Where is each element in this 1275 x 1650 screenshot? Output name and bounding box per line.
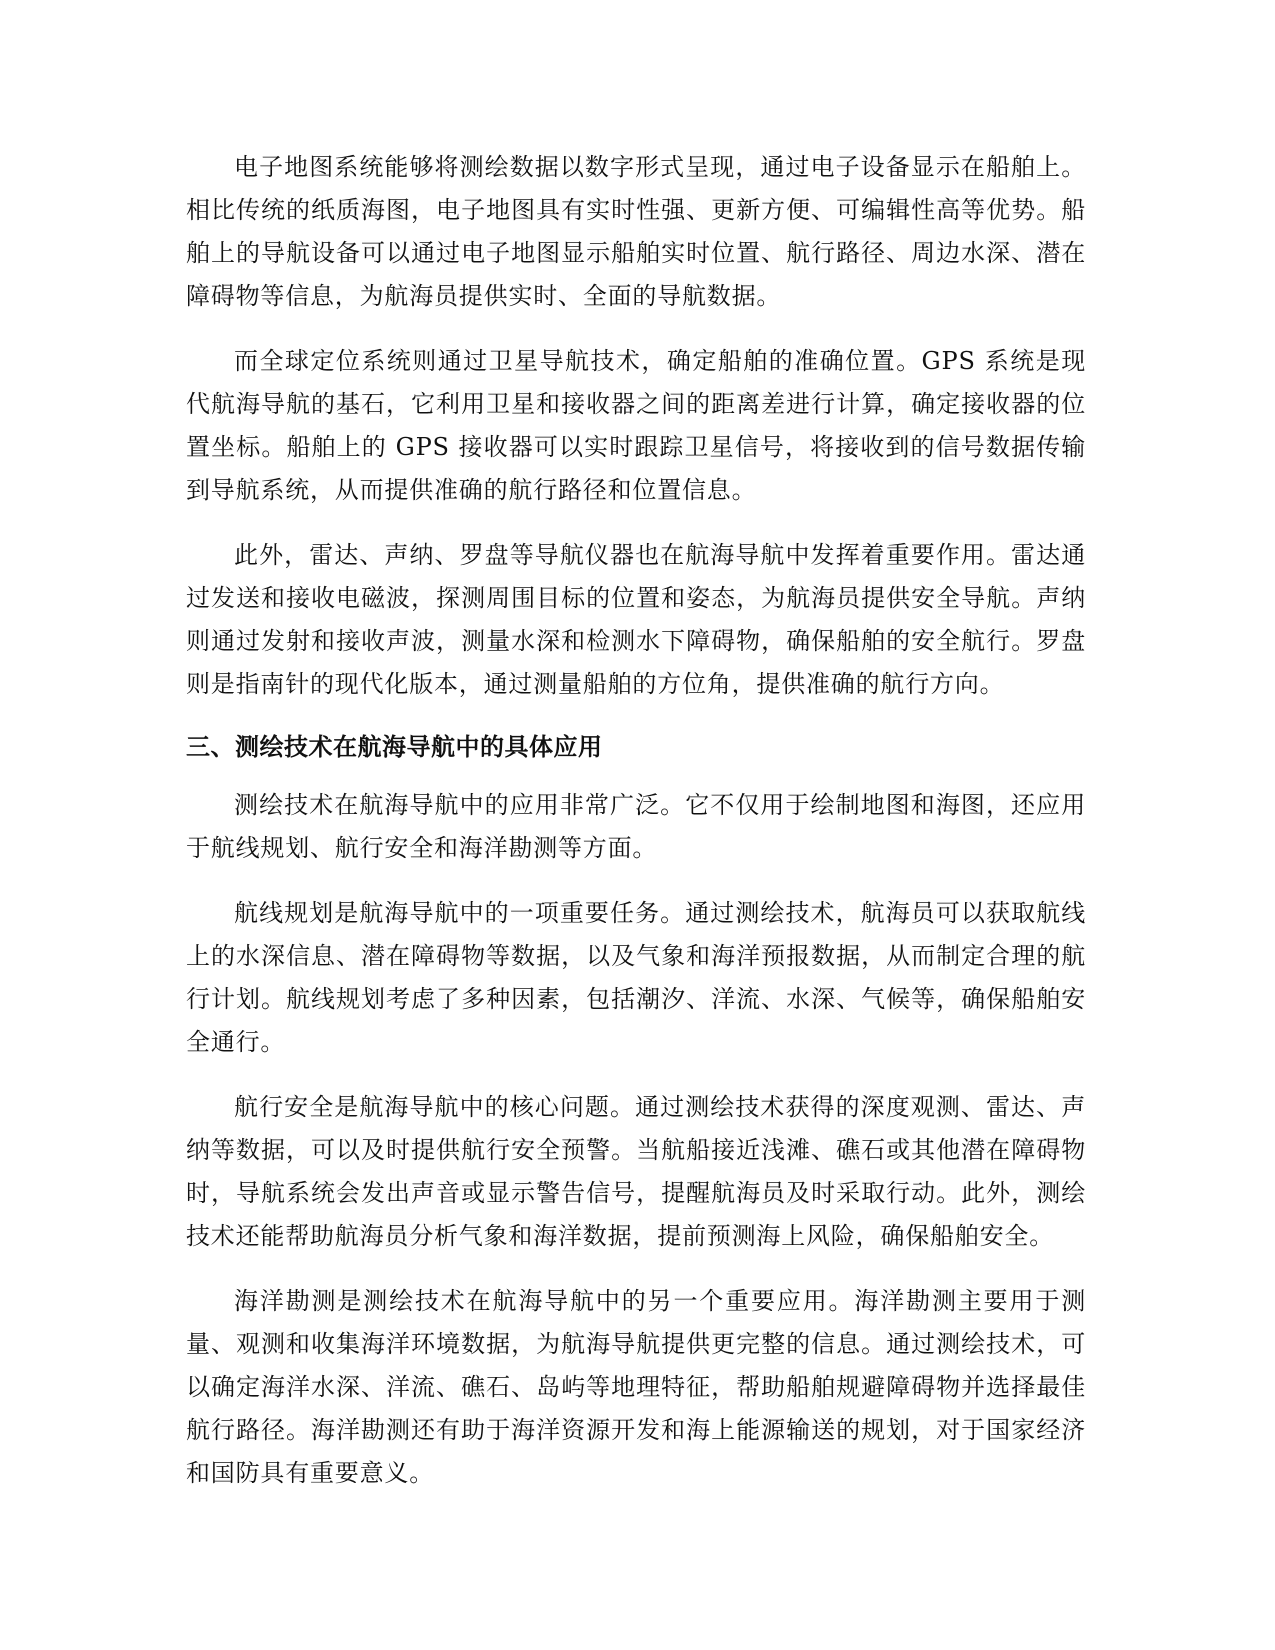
section-heading-applications: 三、测绘技术在航海导航中的具体应用 xyxy=(186,733,603,761)
paragraph-ocean-survey: 海洋勘测是测绘技术在航海导航中的另一个重要应用。海洋勘测主要用于测量、观测和收集海洋环境数据，为航海导航提供更完整的信息。通过测绘技术，可以确定海洋水深、洋流、礁石、岛屿等地理特征，帮助船舶规避障碍物并选择最佳航行路径。海洋勘测还有助于海洋资源开发和海上能源输送的规划，对于国家经济和国防具有重要意义。 xyxy=(186,1287,1086,1487)
paragraph-applications-overview: 测绘技术在航海导航中的应用非常广泛。它不仅用于绘制地图和海图，还应用于航线规划、航行安全和海洋勘测等方面。 xyxy=(186,791,1086,862)
paragraph-gps: 而全球定位系统则通过卫星导航技术，确定船舶的准确位置。GPS 系统是现代航海导航的基石，它利用卫星和接收器之间的距离差进行计算，确定接收器的位置坐标。船舶上的 GPS 接收器可以实时跟踪卫星信号，将接收到的信号数据传输到导航系统，从而提供准确的航行路径和位置信息。 xyxy=(186,347,1086,504)
paragraph-radar-sonar-compass: 此外，雷达、声纳、罗盘等导航仪器也在航海导航中发挥着重要作用。雷达通过发送和接收电磁波，探测周围目标的位置和姿态，为航海员提供安全导航。声纳则通过发射和接收声波，测量水深和检测水下障碍物，确保船舶的安全航行。罗盘则是指南针的现代化版本，通过测量船舶的方位角，提供准确的航行方向。 xyxy=(186,541,1086,698)
paragraph-navigation-safety: 航行安全是航海导航中的核心问题。通过测绘技术获得的深度观测、雷达、声纳等数据，可以及时提供航行安全预警。当航船接近浅滩、礁石或其他潜在障碍物时，导航系统会发出声音或显示警告信号，提醒航海员及时采取行动。此外，测绘技术还能帮助航海员分析气象和海洋数据，提前预测海上风险，确保船舶安全。 xyxy=(186,1093,1086,1250)
paragraph-route-planning: 航线规划是航海导航中的一项重要任务。通过测绘技术，航海员可以获取航线上的水深信息、潜在障碍物等数据，以及气象和海洋预报数据，从而制定合理的航行计划。航线规划考虑了多种因素，包括潮汐、洋流、水深、气候等，确保船舶安全通行。 xyxy=(186,899,1086,1056)
paragraph-electronic-chart: 电子地图系统能够将测绘数据以数字形式呈现，通过电子设备显示在船舶上。相比传统的纸质海图，电子地图具有实时性强、更新方便、可编辑性高等优势。船舶上的导航设备可以通过电子地图显示船舶实时位置、航行路径、周边水深、潜在障碍物等信息，为航海员提供实时、全面的导航数据。 xyxy=(186,153,1086,310)
document-body xyxy=(186,146,1086,1517)
